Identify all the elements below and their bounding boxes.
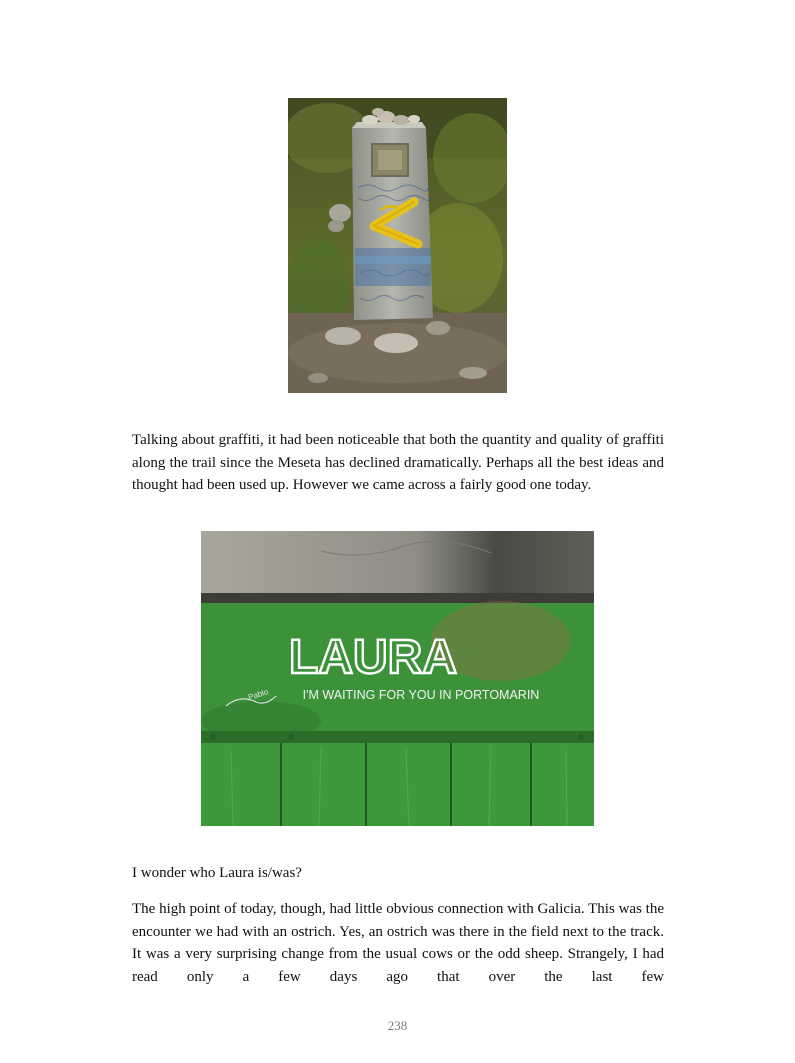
graffiti-title-text: LAURA [289, 631, 457, 684]
paragraph-laura-question: I wonder who Laura is/was? [132, 865, 302, 881]
page-number: 238 [387, 1018, 408, 1033]
waymarker-photo [288, 98, 507, 393]
paragraph-graffiti-intro: Talking about graffiti, it had been noticeable that both the quantity and quality of graffiti along the trail since the Meseta has declined dramatically. Perhaps all the best ideas and thought had been used up. However we came across a fairly good one today. [132, 432, 664, 493]
paragraph-ostrich: The high point of today, though, had little obvious connection with Galicia. This was the encounter we had with an ostrich. Yes, an ostrich was there in the field next to the track. It was a very surprising change from the usual cows or the odd sheep. Strangely, I had read only a few days ago that over the last few [132, 901, 664, 985]
graffiti-message-text: I'M WAITING FOR YOU IN PORTOMARIN [302, 688, 540, 702]
graffiti-signature-text: Pablo [247, 687, 270, 703]
laura-graffiti-photo [201, 531, 594, 826]
